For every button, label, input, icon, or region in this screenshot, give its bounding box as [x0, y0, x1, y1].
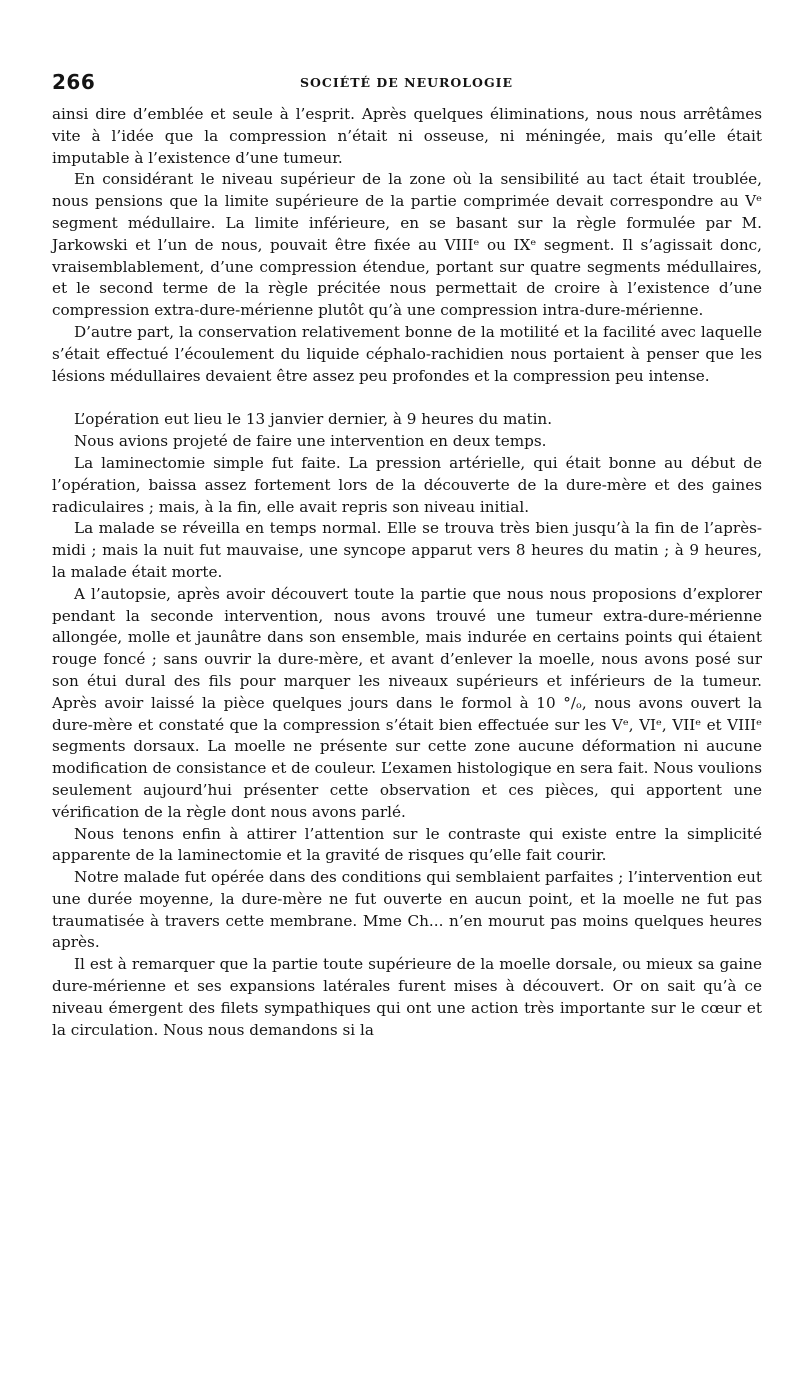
section-gap	[52, 387, 762, 409]
body-text	[52, 104, 762, 1041]
running-title: SOCIÉTÉ DE NEUROLOGIE	[300, 75, 513, 90]
paragraph: La laminectomie simple fut faite. La pression artérielle, qui était bonne au début de l’opération, baissa assez fortement lors de la découverte de la dure-mère et des gaines radiculaires ; mais, à la fin, elle avait repris son niveau initial.	[52, 453, 762, 516]
paragraph: Notre malade fut opérée dans des conditions qui semblaient parfaites ; l’intervention eut une durée moyenne, la dure-mère ne fut ouverte en aucun point, et la moelle ne fut pas traumatisée à travers cette membrane. Mme Ch... n’en mourut pas moins quelques heures après.	[52, 868, 762, 952]
paragraph: ainsi dire d’emblée et seule à l’esprit. Après quelques éliminations, nous nous arrêtâmes vite à l’idée que la compression n’était ni osseuse, ni méningée, mais qu’elle était imputable à l’existence d’une tumeur.	[52, 105, 762, 167]
paragraph: Nous avions projeté de faire une intervention en deux temps.	[74, 432, 547, 451]
paragraph: D’autre part, la conservation relativement bonne de la motilité et la facilité avec laquelle s’était effectué l’écoulement du liquide céphalo-rachidien nous portaient à penser que les lésions médullaires devaient être assez peu profondes et la compression peu intense.	[52, 322, 762, 385]
paragraph: Il est à remarquer que la partie toute supérieure de la moelle dorsale, ou mieux sa gaine dure-mérienne et ses expansions latérales furent mises à découvert. Or on sait qu’à ce niveau émergent des filets sympathiques qui ont une action très importante sur le cœur et la circulation. Nous nous demandons si la	[52, 955, 762, 1039]
paragraph: L’opération eut lieu le 13 janvier dernier, à 9 heures du matin.	[74, 410, 553, 429]
page-number: 266	[52, 70, 96, 94]
paragraph: En considérant le niveau supérieur de la zone où la sensibilité au tact était troublée, nous pensions que la limite supérieure de la partie comprimée devait correspondre au Vᵉ segment médullaire. La limite inférieure, en se basant sur la règle formulée par M. Jarkowski et l’un de nous, pouvait être fixée au VIIIᵉ ou IXᵉ segment. Il s’agissait donc, vraisemblablement, d’une compression étendue, portant sur quatre segments médullaires, et le second terme de la règle précitée nous permettait de croire à l’existence d’une compression extra-dure-mérienne plutôt qu’à une compression intra-dure-mérienne.	[52, 170, 762, 320]
paragraph: La malade se réveilla en temps normal. Elle se trouva très bien jusqu’à la fin de l’après-midi ; mais la nuit fut mauvaise, une syncope apparut vers 8 heures du matin ; à 9 heures, la malade était morte.	[52, 519, 762, 581]
paragraph: Nous tenons enfin à attirer l’attention sur le contraste qui existe entre la simplicité apparente de la laminectomie et la gravité de risques qu’elle fait courir.	[52, 824, 762, 865]
page-header	[52, 66, 762, 100]
paragraph: A l’autopsie, après avoir découvert toute la partie que nous nous proposions d’explorer pendant la seconde intervention, nous avons trouvé une tumeur extra-dure-mérienne allongée, molle et jaunâtre dans son ensemble, mais indurée en certains points qui étaient rouge foncé ; sans ouvrir la dure-mère, et avant d’enlever la moelle, nous avons posé sur son étui dural des fils pour marquer les niveaux supérieurs et inférieurs de la tumeur. Après avoir laissé la pièce quelques jours dans le formol à 10 °/ₒ, nous avons ouvert la dure-mère et constaté que la compression s’était bien effectuée sur les Vᵉ, VIᵉ, VIIᵉ et VIIIᵉ segments dorsaux. La moelle ne présente sur cette zone aucune déformation ni aucune modification de consistance et de couleur. L’examen histologique en sera fait. Nous voulions seulement aujourd’hui présenter cette observation et ces pièces, qui apportent une vérification de la règle dont nous avons parlé.	[52, 584, 763, 821]
